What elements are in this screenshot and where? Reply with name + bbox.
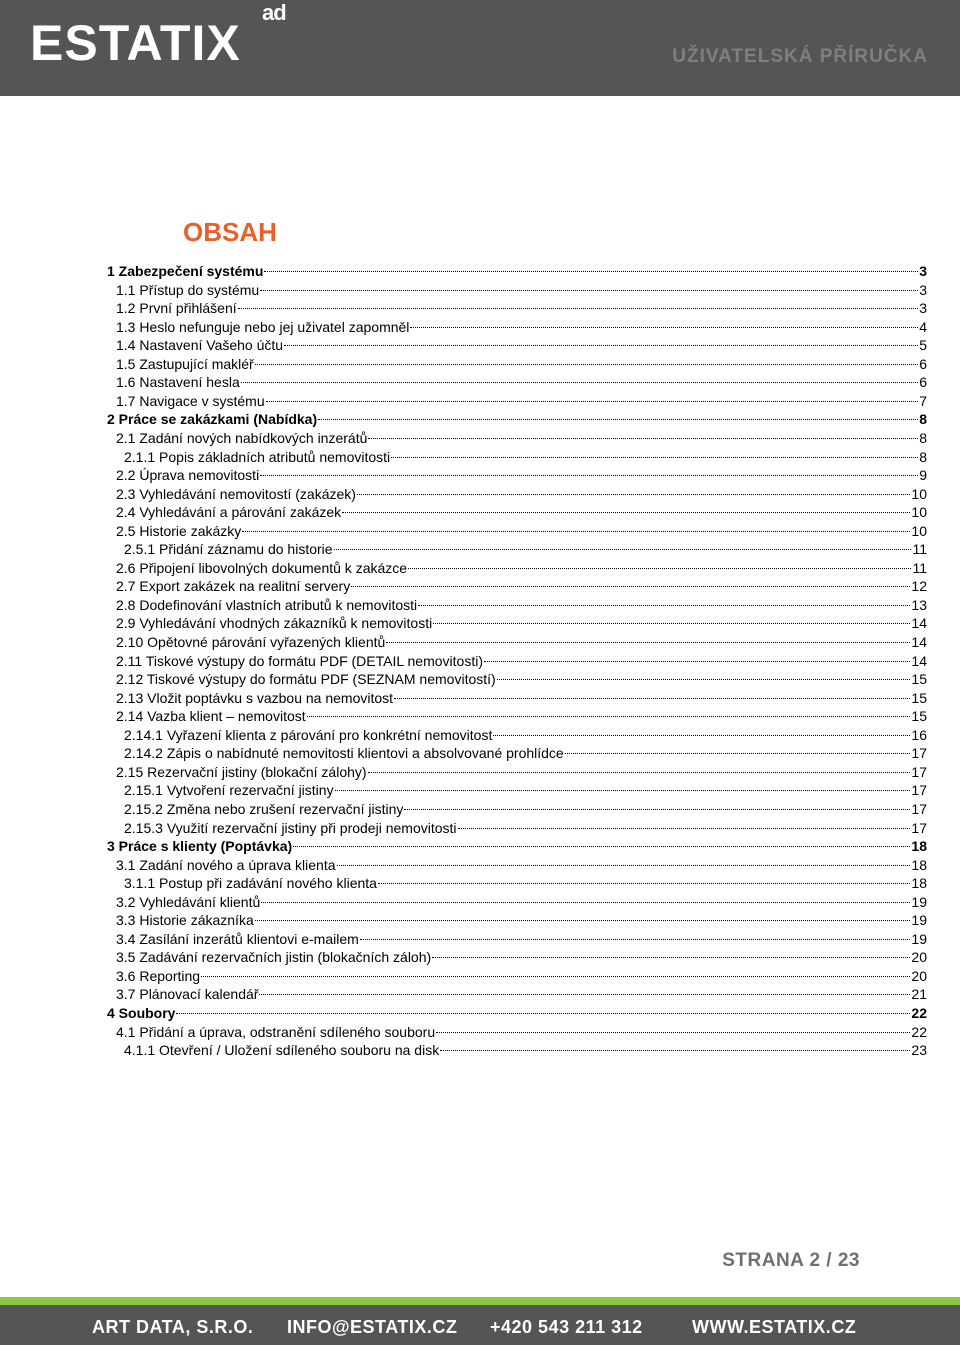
toc-entry-title: 2.14.1 Vyřazení klienta z párování pro konkrétní nemovitost [124,726,493,743]
toc-entry-page: 20 [911,949,927,966]
toc-heading: OBSAH [183,217,277,247]
toc-entry-title: 1.7 Navigace v systému [116,392,265,409]
toc-entry-page: 6 [919,355,927,372]
toc-entry[interactable] [116,596,927,615]
toc-entry-page: 18 [911,875,927,892]
toc-entry[interactable] [107,410,927,429]
toc-entry[interactable] [124,1041,927,1060]
toc-entry-page: 3 [919,300,927,317]
logo-ad-mark: ad [262,0,286,25]
toc-dot-leader [360,939,911,940]
page-indicator: STRANA 2 / 23 [722,1250,860,1271]
toc-entry-title: 2.9 Vyhledávání vhodných zákazníků k nemovitosti [116,615,433,632]
toc-entry-page: 8 [919,429,927,446]
toc-entry-page: 5 [919,337,927,354]
toc-entry-title: 1.6 Nastavení hesla [116,374,240,391]
toc-entry-page: 15 [911,689,927,706]
toc-entry-title: 2.13 Vložit poptávku s vazbou na nemovitost [116,689,394,706]
toc-entry-title: 1.1 Přístup do systému [116,281,260,298]
toc-entry-title: 3.2 Vyhledávání klientů [116,893,261,910]
toc-dot-leader [368,438,918,439]
toc-entry-page: 14 [911,634,927,650]
toc-entry[interactable] [116,670,927,689]
toc-entry[interactable] [124,540,927,559]
toc-entry-page: 11 [912,541,927,558]
toc-entry-title: 2.10 Opětovné párování vyřazených klientů [116,634,386,650]
toc-entry-title: 2.1 Zadání nových nabídkových inzerátů [116,429,368,446]
toc-entry[interactable] [116,299,927,318]
toc-entry[interactable] [116,318,927,337]
toc-entry-title: 2.12 Tiskové výstupy do formátu PDF (SEZNAM nemovitostí) [116,671,496,688]
toc-entry[interactable] [116,652,927,671]
toc-dot-leader [394,698,910,699]
toc-entry-page: 19 [911,930,927,947]
toc-entry-title: 2.7 Export zakázek na realitní servery [116,578,351,595]
estatix-logo: ESTATIX [30,15,241,71]
toc-dot-leader [238,308,919,309]
toc-entry-page: 17 [911,819,927,836]
toc-entry[interactable] [116,485,927,504]
toc-dot-leader [440,1050,910,1051]
toc-entry-title: 3.1.1 Postup při zadávání nového klienta [124,875,377,892]
toc-entry-page: 13 [911,596,927,613]
toc-entry[interactable] [116,522,927,541]
toc-entry-page: 17 [911,763,927,780]
toc-dot-leader [255,364,918,365]
toc-entry[interactable] [116,1023,927,1042]
toc-entry[interactable] [116,614,927,633]
toc-dot-leader [261,902,910,903]
toc-dot-leader [368,772,911,773]
footer-accent-bar [0,1297,960,1305]
toc-entry-title: 3.5 Zadávání rezervačních jistin (blokačních záloh) [116,949,432,966]
toc-dot-leader [335,790,911,791]
toc-entry-page: 10 [911,522,927,539]
toc-entry[interactable] [116,985,927,1004]
toc-entry[interactable] [116,503,927,522]
toc-entry[interactable] [116,948,927,967]
toc-entry[interactable] [124,781,927,800]
toc-entry-title: 4.1 Přidání a úprava, odstranění sdíleného souboru [116,1023,436,1040]
toc-entry-title: 2.4 Vyhledávání a párování zakázek [116,504,342,521]
toc-dot-leader [418,605,910,606]
toc-entry-page: 14 [911,652,927,669]
toc-entry[interactable] [116,336,927,355]
toc-entry-title: 2.1.1 Popis základních atributů nemovitosti [124,448,391,465]
toc-entry-page: 6 [919,374,927,391]
toc-entry-page: 15 [911,671,927,688]
toc-entry-title: 2.14 Vazba klient – nemovitost [116,708,306,725]
toc-entry-title: 1.2 První přihlášení [116,300,237,317]
toc-entry-page: 12 [911,578,927,595]
toc-dot-leader [410,327,918,328]
toc-entry[interactable] [116,559,927,578]
toc-entry-page: 10 [911,504,927,521]
toc-entry-page: 16 [911,726,927,743]
toc-entry-title: 4 Soubory [107,1005,176,1021]
toc-entry-page: 11 [912,559,927,576]
toc-dot-leader [408,568,911,569]
toc-entry[interactable] [124,874,927,893]
footer-website[interactable]: WWW.ESTATIX.CZ [692,1317,857,1337]
toc-entry[interactable] [116,707,927,726]
toc-entry-title: 3.1 Zadání nového a úprava klienta [116,856,336,873]
toc-entry[interactable] [107,837,927,856]
toc-dot-leader [259,994,910,995]
toc-entry[interactable] [124,744,927,763]
toc-entry-page: 7 [919,392,927,409]
toc-entry[interactable] [116,577,927,596]
toc-entry-page: 17 [911,745,927,762]
toc-entry-title: 2.15.1 Vytvoření rezervační jistiny [124,782,334,799]
footer-phone: +420 543 211 312 [490,1317,643,1337]
toc-entry-title: 2.11 Tiskové výstupy do formátu PDF (DETAIL nemovitosti) [116,652,483,669]
page-header [0,0,960,96]
toc-entry-page: 18 [911,856,927,873]
toc-entry-page: 21 [911,986,927,1003]
toc-entry[interactable] [116,429,927,448]
toc-entry-page: 17 [911,800,927,817]
toc-entry-title: 2.8 Dodefinování vlastních atributů k nemovitosti [116,596,418,613]
toc-dot-leader [497,679,911,680]
toc-entry-page: 22 [911,1005,927,1021]
toc-dot-leader [432,957,910,958]
toc-entry-page: 14 [911,615,927,632]
document-title: UŽIVATELSKÁ PŘÍRUČKA [672,46,928,67]
toc-entry[interactable] [124,448,927,467]
page-footer [0,1305,960,1345]
toc-entry[interactable] [124,726,927,745]
toc-entry-page: 20 [911,967,927,984]
toc-entry-page: 23 [911,1042,927,1059]
toc-entry-title: 1.3 Heslo nefunguje nebo jej uživatel zapomněl [116,318,410,335]
toc-entry-title: 1.5 Zastupující makléř [116,355,254,372]
toc-entry-page: 15 [911,708,927,725]
toc-dot-leader [351,586,910,587]
footer-email[interactable]: INFO@ESTATIX.CZ [287,1317,458,1337]
toc-entry-page: 9 [919,467,927,484]
toc-dot-leader [260,475,918,476]
toc-dot-leader [386,642,910,643]
toc-entry-title: 2.15 Rezervační jistiny (blokační zálohy) [116,763,367,780]
toc-dot-leader [307,716,911,717]
toc-entry-title: 3.6 Reporting [116,967,201,984]
toc-dot-leader [458,828,911,829]
toc-dot-leader [334,549,912,550]
toc-entry[interactable] [107,262,927,281]
toc-entry-page: 19 [911,912,927,929]
toc-entry-title: 1.4 Nastavení Vašeho účtu [116,337,284,354]
toc-dot-leader [266,401,919,402]
toc-entry-page: 22 [911,1023,927,1040]
toc-entry-title: 2.3 Vyhledávání nemovitostí (zakázek) [116,485,356,502]
toc-entry[interactable] [124,800,927,819]
toc-dot-leader [404,809,910,810]
toc-dot-leader [201,976,910,977]
toc-dot-leader [484,661,910,662]
footer-company: ART DATA, S.R.O. [92,1317,254,1337]
toc-entry[interactable] [116,911,927,930]
toc-dot-leader [565,753,911,754]
toc-dot-leader [357,494,910,495]
toc-entry[interactable] [116,355,927,374]
toc-dot-leader [493,735,910,736]
toc-entry[interactable] [116,967,927,986]
toc-dot-leader [378,883,910,884]
toc-dot-leader [293,846,910,847]
toc-dot-leader [255,920,911,921]
toc-dot-leader [318,419,918,420]
toc-entry-page: 19 [911,893,927,910]
toc-entry-title: 4.1.1 Otevření / Uložení sdíleného souboru na disk [124,1042,440,1059]
toc-entry-page: 8 [919,411,927,428]
toc-entry-page: 10 [911,485,927,502]
toc-entry-title: 2.15.2 Změna nebo zrušení rezervační jistiny [124,800,404,817]
toc-dot-leader [264,271,918,272]
toc-entry[interactable] [116,633,927,652]
toc-entry-page: 4 [919,318,927,335]
toc-entry[interactable] [116,856,927,875]
toc-dot-leader [260,290,918,291]
toc-entry-title: 2.2 Úprava nemovitosti [116,467,260,484]
toc-entry-title: 3.3 Historie zákazníka [116,912,254,929]
toc-entry-title: 2 Práce se zakázkami (Nabídka) [107,411,318,428]
toc-entry-title: 1 Zabezpečení systému [107,263,264,279]
toc-dot-leader [342,512,910,513]
toc-entry[interactable] [116,373,927,392]
toc-entry-title: 2.6 Připojení libovolných dokumentů k zakázce [116,559,408,576]
toc-entry-page: 3 [919,281,927,298]
toc-entry-page: 8 [919,448,927,465]
toc-entry-title: 3.4 Zasílání inzerátů klientovi e-mailem [116,930,359,947]
toc-entry-title: 2.14.2 Zápis o nabídnuté nemovitosti klientovi a absolvované prohlídce [124,745,564,762]
toc-entry[interactable] [116,763,927,782]
toc-entry[interactable] [116,930,927,949]
toc-dot-leader [337,865,911,866]
toc-entry-page: 17 [911,782,927,799]
toc-entry[interactable] [116,281,927,300]
toc-entry-title: 2.5 Historie zakázky [116,522,242,539]
toc-dot-leader [436,1032,910,1033]
toc-entry[interactable] [124,819,927,838]
toc-entry-title: 3.7 Plánovací kalendář [116,986,259,1003]
toc-entry-title: 3 Práce s klienty (Poptávka) [107,838,293,855]
toc-dot-leader [433,623,910,624]
toc-entry-title: 2.5.1 Přidání záznamu do historie [124,541,333,558]
toc-dot-leader [391,457,918,458]
toc-dot-leader [284,345,918,346]
toc-entry[interactable] [116,466,927,485]
toc-dot-leader [241,382,918,383]
toc-entry[interactable] [107,1004,927,1023]
toc-entry-title: 2.15.3 Využití rezervační jistiny při prodeji nemovitosti [124,819,457,836]
toc-entry[interactable] [116,893,927,912]
toc-entry-page: 3 [919,263,927,279]
toc-dot-leader [242,531,910,532]
toc-entry-page: 18 [911,838,927,855]
toc-dot-leader [176,1013,910,1014]
toc-entry[interactable] [116,392,927,411]
toc-entry[interactable] [116,689,927,708]
